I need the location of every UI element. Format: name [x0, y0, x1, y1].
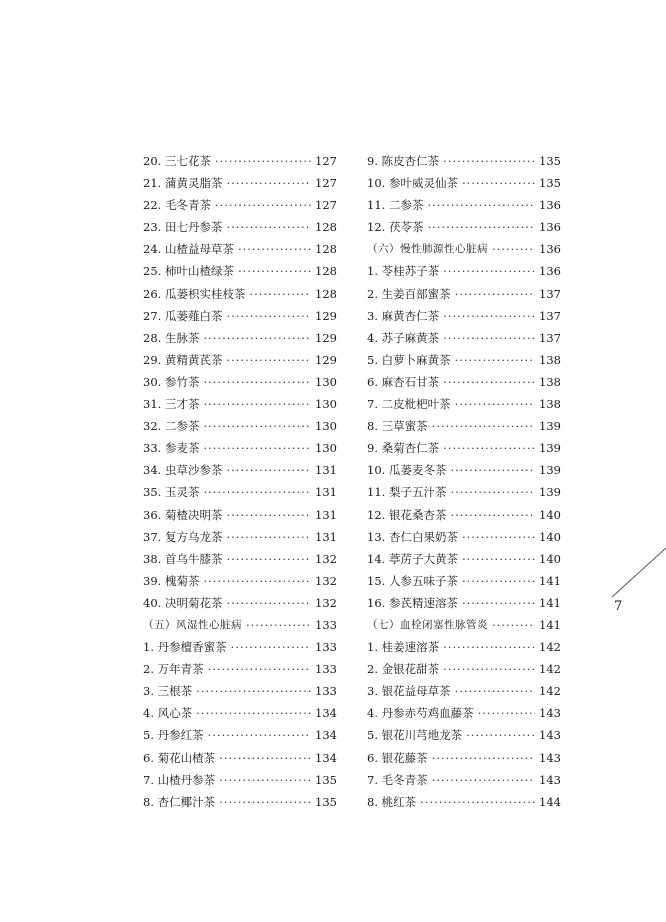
toc-entry	[367, 481, 561, 503]
toc-entry	[143, 459, 337, 481]
toc-entry-title: 11. 二参茶	[367, 198, 424, 213]
dot-leader	[443, 260, 535, 282]
toc-entry-page: 134	[315, 750, 337, 765]
toc-entry	[367, 504, 561, 526]
toc-entry-page: 143	[539, 750, 561, 765]
dot-leader	[462, 172, 535, 194]
toc-entry-page: 140	[539, 529, 561, 544]
toc-entry	[367, 658, 561, 680]
toc-entry-title: 8. 杏仁椰汁茶	[143, 794, 216, 809]
toc-entry-title: 23. 田七丹参茶	[143, 220, 223, 235]
toc-entry-page: 131	[315, 463, 337, 478]
toc-entry-title: 1. 苓桂苏子茶	[367, 264, 440, 279]
toc-entry-page: 138	[539, 374, 561, 389]
toc-entry	[143, 548, 337, 570]
toc-entry-page: 128	[315, 242, 337, 257]
toc-entry	[143, 769, 337, 791]
dot-leader	[208, 724, 311, 746]
toc-entry	[143, 504, 337, 526]
dot-leader	[226, 526, 311, 548]
toc-entry	[143, 283, 337, 305]
dot-leader	[226, 305, 311, 327]
toc-entry	[143, 327, 337, 349]
dot-leader	[478, 702, 535, 724]
dot-leader	[203, 481, 311, 503]
dot-leader	[443, 305, 535, 327]
toc-entry-page: 143	[539, 728, 561, 743]
toc-entry	[143, 570, 337, 592]
dot-leader	[420, 791, 535, 813]
toc-entry-page: 127	[315, 198, 337, 213]
toc-entry-title: 9. 陈皮杏仁茶	[367, 154, 440, 168]
toc-entry-title: 14. 葶苈子大黄茶	[367, 551, 458, 566]
toc-entry-title: 31. 三才茶	[143, 397, 200, 412]
toc-entry	[143, 349, 337, 371]
dot-leader	[238, 238, 311, 260]
toc-entry-page: 135	[539, 154, 561, 168]
dot-leader	[196, 680, 311, 702]
toc-entry-title: 2. 万年青茶	[143, 662, 204, 677]
toc-entry-page: 141	[539, 595, 561, 610]
dot-leader	[443, 150, 535, 172]
toc-entry-page: 127	[315, 154, 337, 168]
toc-entry-title: 2. 金银花甜茶	[367, 662, 440, 677]
dot-leader	[492, 614, 535, 636]
dot-leader	[455, 349, 535, 371]
toc-entry-page: 144	[539, 794, 561, 809]
dot-leader	[215, 150, 311, 172]
dot-leader	[203, 415, 311, 437]
toc-entry	[143, 658, 337, 680]
dot-leader	[462, 570, 535, 592]
toc-entry	[143, 791, 337, 813]
dot-leader	[208, 658, 311, 680]
toc-entry-page: 128	[315, 220, 337, 235]
dot-leader	[226, 349, 311, 371]
dot-leader	[443, 636, 535, 658]
dot-leader	[196, 702, 311, 724]
toc-entry-page: 128	[315, 264, 337, 279]
toc-entry	[143, 415, 337, 437]
toc-entry	[367, 371, 561, 393]
toc-entry-page: 130	[315, 397, 337, 412]
toc-entry	[367, 592, 561, 614]
toc-entry-page: 136	[539, 242, 561, 257]
toc-entry-page: 135	[539, 176, 561, 191]
toc-entry-page: 139	[539, 419, 561, 434]
toc-entry	[367, 769, 561, 791]
toc-entry-page: 142	[539, 640, 561, 655]
toc-entry-title: 27. 瓜蒌薤白茶	[143, 308, 223, 323]
dot-leader	[219, 791, 311, 813]
toc-entry	[367, 327, 561, 349]
toc-entry-title: 15. 人参五味子茶	[367, 573, 458, 588]
dot-leader	[432, 769, 535, 791]
toc-entry-title: 3. 银花益母草茶	[367, 684, 451, 699]
toc-entry	[367, 459, 561, 481]
toc-entry	[367, 636, 561, 658]
toc-section-heading	[143, 614, 337, 636]
dot-leader	[203, 393, 311, 415]
toc-entry-page: 129	[315, 330, 337, 345]
toc-entry-page: 139	[539, 463, 561, 478]
toc-entry-title: 11. 梨子五汁茶	[367, 485, 447, 500]
toc-entry-page: 134	[315, 728, 337, 743]
toc-entry	[143, 702, 337, 724]
toc-entry-page: 142	[539, 684, 561, 699]
toc-entry	[143, 724, 337, 746]
toc-entry-page: 136	[539, 220, 561, 235]
toc-entry-title: 3. 麻黄杏仁茶	[367, 308, 440, 323]
toc-entry	[367, 150, 561, 172]
toc-entry-page: 143	[539, 706, 561, 721]
toc-entry-title: 33. 参麦茶	[143, 441, 200, 456]
dot-leader	[226, 459, 311, 481]
toc-entry	[367, 194, 561, 216]
toc-entry-page: 130	[315, 441, 337, 456]
dot-leader	[462, 548, 535, 570]
toc-entry-title: 21. 蒲黄灵脂茶	[143, 176, 223, 191]
toc-entry-page: 141	[539, 617, 561, 632]
toc-entry-page: 131	[315, 507, 337, 522]
toc-entry	[367, 260, 561, 282]
toc-entry-page: 130	[315, 419, 337, 434]
toc-entry	[367, 570, 561, 592]
toc-entry	[367, 172, 561, 194]
toc-entry-page: 131	[315, 529, 337, 544]
toc-entry-page: 138	[539, 397, 561, 412]
dot-leader	[450, 459, 535, 481]
toc-entry-page: 139	[539, 441, 561, 456]
dot-leader	[466, 724, 535, 746]
toc-entry-title: 5. 白萝卜麻黄茶	[367, 352, 451, 367]
toc-entry	[143, 172, 337, 194]
toc-entry	[367, 437, 561, 459]
toc-entry-page: 132	[315, 551, 337, 566]
toc-entry-page: 136	[539, 264, 561, 279]
dot-leader	[203, 570, 311, 592]
dot-leader	[226, 172, 311, 194]
dot-leader	[246, 614, 311, 636]
toc-entry	[143, 216, 337, 238]
toc-entry	[367, 216, 561, 238]
toc-entry-title: （五）风湿性心脏病	[143, 618, 242, 631]
toc-entry-page: 140	[539, 551, 561, 566]
dot-leader	[427, 216, 535, 238]
toc-entry-title: 4. 苏子麻黄茶	[367, 330, 440, 345]
toc-entry-title: 20. 三七花茶	[143, 154, 211, 168]
toc-entry	[143, 194, 337, 216]
toc-entry-title: 22. 毛冬青茶	[143, 198, 211, 213]
toc-entry	[143, 526, 337, 548]
toc-entry	[143, 636, 337, 658]
toc-entry	[143, 592, 337, 614]
dot-leader	[203, 327, 311, 349]
toc-entry-page: 133	[315, 640, 337, 655]
toc-entry	[367, 305, 561, 327]
toc-entry-title: 7. 山楂丹参茶	[143, 772, 216, 787]
toc-entry	[143, 481, 337, 503]
toc-entry-title: 37. 复方乌龙茶	[143, 529, 223, 544]
toc-left-column	[143, 150, 337, 813]
toc-entry-page: 133	[315, 617, 337, 632]
toc-entry-page: 137	[539, 330, 561, 345]
toc-entry-page: 137	[539, 286, 561, 301]
toc-entry-page: 128	[315, 286, 337, 301]
toc-entry-page: 127	[315, 176, 337, 191]
toc-entry-title: 12. 茯苓茶	[367, 220, 424, 235]
toc-entry-title: 39. 槐菊茶	[143, 573, 200, 588]
dot-leader	[203, 371, 311, 393]
dot-leader	[238, 260, 311, 282]
toc-entry-title: 6. 麻杏石甘茶	[367, 374, 440, 389]
toc-entry-page: 132	[315, 595, 337, 610]
toc-entry-page: 130	[315, 374, 337, 389]
toc-entry	[143, 393, 337, 415]
dot-leader	[427, 194, 535, 216]
dot-leader	[226, 216, 311, 238]
toc-entry-page: 133	[315, 662, 337, 677]
toc-entry	[367, 283, 561, 305]
toc-entry-page: 135	[315, 772, 337, 787]
dot-leader	[450, 481, 535, 503]
page-number: 7	[614, 599, 623, 614]
toc-entry-page: 129	[315, 352, 337, 367]
toc-entry-title: 10. 参叶威灵仙茶	[367, 176, 458, 191]
toc-entry-page: 142	[539, 662, 561, 677]
toc-entry-title: 2. 生姜百部蜜茶	[367, 286, 451, 301]
toc-entry-page: 141	[539, 573, 561, 588]
toc-entry-title: 28. 生脉茶	[143, 330, 200, 345]
toc-entry-title: 40. 决明菊花茶	[143, 595, 223, 610]
dot-leader	[231, 636, 311, 658]
toc-entry-title: （七）血栓闭塞性脉管炎	[367, 618, 488, 631]
toc-entry-page: 135	[315, 794, 337, 809]
toc-entry-title: 29. 黄精黄芪茶	[143, 352, 223, 367]
toc-entry	[143, 238, 337, 260]
toc-entry-title: 6. 菊花山楂茶	[143, 750, 216, 765]
toc-entry-title: 38. 首乌牛膝茶	[143, 551, 223, 566]
toc-section-heading	[367, 238, 561, 260]
toc-entry	[143, 680, 337, 702]
toc-section-heading	[367, 614, 561, 636]
toc-entry-title: 1. 桂姜速溶茶	[367, 640, 440, 655]
toc-entry-page: 133	[315, 684, 337, 699]
toc-entry-title: 7. 毛冬青茶	[367, 772, 428, 787]
toc-entry-title: 8. 三草蜜茶	[367, 419, 428, 434]
dot-leader	[219, 747, 311, 769]
toc-entry-title: 5. 银花川芎地龙茶	[367, 728, 463, 743]
toc-entry-title: 6. 银花藤茶	[367, 750, 428, 765]
toc-entry-title: 16. 参芪精速溶茶	[367, 595, 458, 610]
toc-entry	[367, 393, 561, 415]
dot-leader	[432, 415, 535, 437]
toc-entry	[367, 747, 561, 769]
toc-entry-page: 131	[315, 485, 337, 500]
toc-entry-page: 138	[539, 352, 561, 367]
dot-leader	[203, 437, 311, 459]
toc-entry-title: 35. 玉灵茶	[143, 485, 200, 500]
dot-leader	[443, 658, 535, 680]
dot-leader	[219, 769, 311, 791]
dot-leader	[462, 526, 535, 548]
toc-entry-page: 129	[315, 308, 337, 323]
toc-entry-title: 5. 丹参红茶	[143, 728, 204, 743]
toc-entry	[367, 680, 561, 702]
toc-entry-title: 9. 桑菊杏仁茶	[367, 441, 440, 456]
toc-entry	[367, 702, 561, 724]
toc-entry-page: 137	[539, 308, 561, 323]
toc-entry-title: 4. 风心茶	[143, 706, 193, 721]
toc-entry-title: 4. 丹参赤芍鸡血藤茶	[367, 706, 474, 721]
toc-entry-title: 30. 参竹茶	[143, 374, 200, 389]
toc-entry-title: 12. 银花桑杏茶	[367, 507, 447, 522]
toc-entry-title: 7. 二皮枇杷叶茶	[367, 397, 451, 412]
toc-entry-title: 34. 虫草沙参茶	[143, 463, 223, 478]
dot-leader	[455, 680, 535, 702]
dot-leader	[226, 548, 311, 570]
dot-leader	[432, 747, 535, 769]
dot-leader	[443, 437, 535, 459]
toc-entry-page: 140	[539, 507, 561, 522]
toc-entry-title: 13. 杏仁白果奶茶	[367, 529, 458, 544]
toc-entry-page: 143	[539, 772, 561, 787]
dot-leader	[455, 393, 535, 415]
toc-entry	[367, 349, 561, 371]
toc-entry-title: 8. 桃红茶	[367, 794, 417, 809]
toc-entry	[367, 791, 561, 813]
toc-entry-title: 25. 柿叶山楂绿茶	[143, 264, 234, 279]
toc-entry-page: 139	[539, 485, 561, 500]
toc-entry	[143, 747, 337, 769]
toc-entry-title: 10. 瓜蒌麦冬茶	[367, 463, 447, 478]
toc-entry	[367, 415, 561, 437]
toc-entry-title: 32. 二参茶	[143, 419, 200, 434]
toc-entry	[367, 526, 561, 548]
dot-leader	[443, 371, 535, 393]
toc-entry-title: （六）慢性肺源性心脏病	[367, 243, 488, 256]
dot-leader	[492, 238, 535, 260]
toc-entry	[143, 371, 337, 393]
toc-entry-title: 1. 丹参檀香蜜茶	[143, 640, 227, 655]
toc-right-column	[367, 150, 561, 813]
toc-entry-title: 3. 三根茶	[143, 684, 193, 699]
toc-entry-page: 132	[315, 573, 337, 588]
toc-entry-title: 24. 山楂益母草茶	[143, 242, 234, 257]
toc-entry-page: 134	[315, 706, 337, 721]
toc-entry	[367, 548, 561, 570]
toc-entry	[367, 724, 561, 746]
toc-entry-page: 136	[539, 198, 561, 213]
dot-leader	[443, 327, 535, 349]
dot-leader	[215, 194, 311, 216]
dot-leader	[462, 592, 535, 614]
toc-entry	[143, 305, 337, 327]
toc-entry	[143, 437, 337, 459]
toc-entry-title: 26. 瓜蒌枳实桂枝茶	[143, 286, 246, 301]
dot-leader	[450, 504, 535, 526]
toc-entry-title: 36. 菊楂决明茶	[143, 507, 223, 522]
toc-entry	[143, 260, 337, 282]
dot-leader	[226, 592, 311, 614]
dot-leader	[226, 504, 311, 526]
dot-leader	[249, 283, 311, 305]
toc-entry	[143, 150, 337, 172]
dot-leader	[455, 283, 535, 305]
